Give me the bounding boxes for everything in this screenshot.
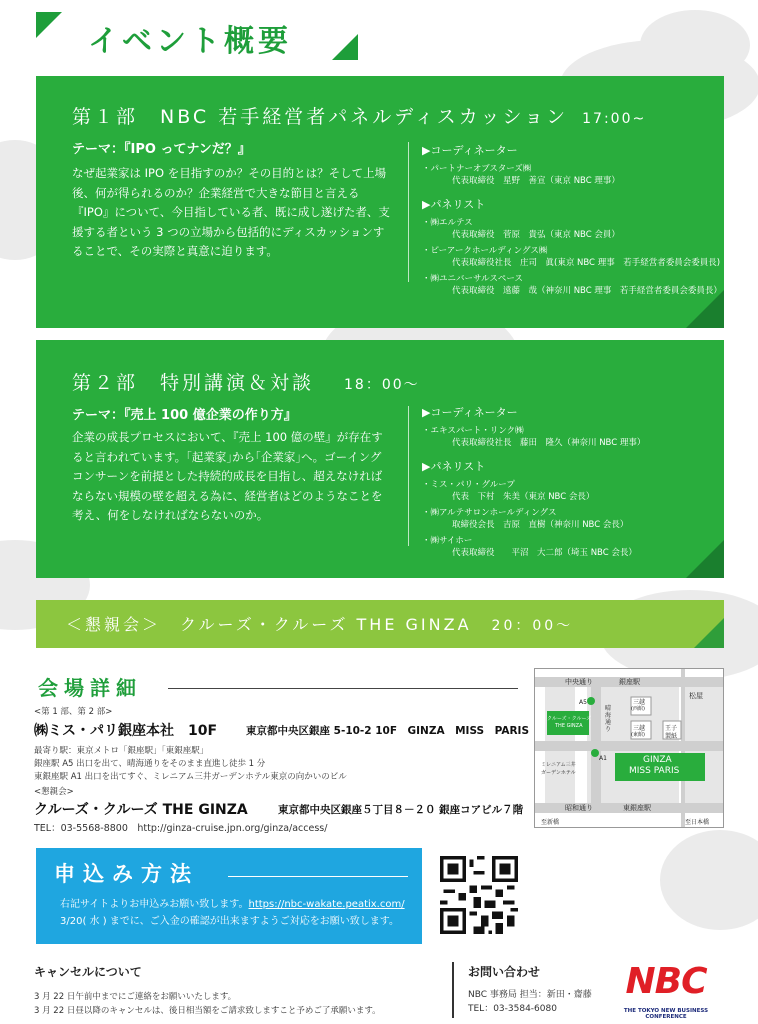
- map-label: 王子: [665, 725, 678, 732]
- part2-speakers: [422, 404, 645, 558]
- venue-label: <第 1 部、第 2 部>: [34, 707, 113, 717]
- contact-line: NBC 事務局 担当：新田・齋藤: [468, 990, 592, 1000]
- divider: [228, 876, 408, 877]
- speaker-name: 取締役会長 吉原 直樹（神奈川 NBC 会長）: [452, 520, 629, 530]
- coordinator-label: ▶コーディネーター: [422, 406, 518, 419]
- map-label: GINZA: [643, 755, 672, 765]
- apply-text-line: 3/20( 水 ) までに、ご入金の確認が出来ますようご対応をお願い致します。: [60, 916, 399, 927]
- part2-theme: テーマ：『売上 100 億企業の作り方』: [72, 408, 297, 423]
- page-title: イベント概要: [88, 24, 292, 59]
- map-label: 松屋: [689, 692, 703, 700]
- speaker-name: 代表取締役 菅原 貴弘（東京 NBC 会員）: [452, 230, 620, 240]
- part2-title: 第２部 特別講演＆対談: [72, 372, 315, 394]
- map-label: (西館): [631, 706, 645, 712]
- cancel-line: 3 月 22 日午前中までにご連絡をお願いいたします。: [34, 992, 237, 1002]
- panelist-label: ▶パネリスト: [422, 198, 486, 211]
- map-label: クルーズ・クルーズ: [547, 716, 592, 722]
- venue-tel: TEL：03-5568-8800 http://ginza-cruise.jpn.org/ginza/access/: [34, 823, 328, 834]
- cancel-text: [34, 990, 381, 1018]
- map-label: A5: [579, 699, 587, 706]
- speaker-org: ・㈱エルテス: [422, 218, 473, 228]
- venue-name: クルーズ・クルーズ THE GINZA: [34, 802, 248, 818]
- map-label: THE GINZA: [555, 723, 583, 729]
- map-label: 至日本橋: [685, 819, 710, 826]
- access-text: 銀座駅 A5 出口を出て、晴海通りをそのまま直進し徒歩 1 分: [34, 759, 266, 769]
- speaker-name: 代表取締役 遠藤 哉（神奈川 NBC 理事 若手経営者委員会委員長）: [452, 286, 722, 296]
- map-label: 三越: [633, 699, 646, 706]
- part2-panel: [36, 340, 724, 578]
- logo-subtitle: THE TOKYO NEW BUSINESS CONFERENCE: [623, 1008, 709, 1020]
- map-label: 昭和通り: [565, 804, 593, 812]
- part1-speakers: [422, 142, 722, 296]
- nbc-logo: [610, 962, 722, 1022]
- cloud-decoration: [640, 10, 750, 80]
- divider: [452, 962, 454, 1018]
- speaker-org: ・ピーアークホールディングス㈱: [422, 246, 548, 256]
- map-label: (東館): [631, 732, 645, 738]
- venue-address: 東京都中央区銀座 5-10-2 10F GINZA MISS PARIS: [246, 725, 530, 737]
- map-label: MISS PARIS: [629, 766, 680, 776]
- divider: [168, 688, 518, 689]
- contact-text: [468, 988, 592, 1016]
- corner-triangle: [694, 618, 724, 648]
- venue-address: 東京都中央区銀座５丁目８－２０ 銀座コアビル７階: [278, 804, 524, 816]
- cancel-title: キャンセルについて: [34, 965, 142, 979]
- speaker-org: ・㈱サイホー: [422, 536, 473, 546]
- map-label: ミレニアム三井: [541, 762, 576, 768]
- map-label: 銀座駅: [619, 678, 640, 686]
- part2-description: 企業の成長プロセスにおいて、『売上 100 億の壁』が存在すると言われています。｢起業家｣から｢企業家｣へ。ゴーイングコンサーンを前提とした持続的成長を目指し、超えなければならない規模の壁を超える為に、経営者はどのようなことを考え、何をしなければならないのか。: [72, 430, 383, 522]
- map-label: 東銀座駅: [623, 804, 651, 812]
- speaker-name: 代表取締役社長 庄司 眞(東京 NBC 理事 若手経営者委員会委員長): [452, 258, 721, 268]
- speaker-org: ・㈱アルテサロンホールディングス: [422, 508, 557, 518]
- apply-title: 申込み方法: [54, 862, 199, 886]
- part1-description: なぜ起業家は IPO を目指すのか？その目的とは？そして上場後、何が得られるのか？企業経営で大きな節目と言える『IPO』について、今目指している者、既に成し遂げた者、支援する者という 3 つの立場から包括的にディスカッションすることで、その実際と真意に迫ります。: [72, 166, 390, 258]
- part1-time: 17:00~: [582, 111, 647, 127]
- divider: [408, 142, 409, 282]
- map-label: 中央通り: [565, 678, 593, 686]
- qr-code[interactable]: [440, 856, 518, 934]
- social-title: ＜懇親会＞ クルーズ・クルーズ THE GINZA: [66, 615, 472, 634]
- divider: [408, 406, 409, 546]
- map-label: 至新橋: [541, 819, 560, 826]
- apply-box: [36, 848, 422, 944]
- map-label: A1: [599, 755, 607, 762]
- speaker-name: 代表 下村 朱美（東京 NBC 会長）: [452, 492, 595, 502]
- access-text: 最寄り駅：東京メトロ「銀座駅」「東銀座駅」: [34, 746, 209, 756]
- corner-triangle: [36, 12, 62, 38]
- speaker-org: ・ミス・パリ・グループ: [422, 480, 515, 490]
- apply-text: [60, 896, 405, 930]
- map-label: 製紙: [665, 733, 678, 740]
- coordinator-label: ▶コーディネーター: [422, 144, 518, 157]
- speaker-name: 代表取締役社長 藤田 隆久（神奈川 NBC 理事）: [452, 438, 646, 448]
- access-text: 東銀座駅 A1 出口を出てすぐ、ミレニアム三井ガーデンホテル東京の向かいのビル: [34, 772, 347, 782]
- logo-mark: NBC: [625, 961, 707, 1002]
- map-label: 三越: [633, 725, 646, 732]
- corner-triangle: [332, 34, 358, 60]
- social-time: 20：00～: [491, 618, 574, 634]
- speaker-org: ・エキスパート・リンク㈱: [422, 426, 524, 436]
- speaker-org: ・㈱ユニバーサルスペース: [422, 274, 523, 284]
- panelist-label: ▶パネリスト: [422, 460, 486, 473]
- venue-title: 会場詳細: [38, 676, 142, 700]
- speaker-name: 代表取締役 平沼 大二郎（埼玉 NBC 会長）: [452, 548, 637, 558]
- part1-panel: [36, 76, 724, 328]
- corner-triangle: [686, 540, 724, 578]
- venue-name: ㈱ミス・パリ銀座本社 10F: [34, 723, 218, 739]
- map-label: ガーデンホテル: [541, 770, 576, 776]
- part2-heading: [72, 368, 420, 395]
- apply-text-line: 右記サイトよりお申込みお願い致します。: [60, 899, 249, 910]
- map-label: 晴海通り: [605, 705, 612, 733]
- venue-map: [534, 668, 724, 828]
- contact-line: TEL：03-3584-6080: [468, 1004, 557, 1014]
- venue-label: <懇親会>: [34, 787, 74, 797]
- part1-title: 第１部 NBC 若手経営者パネルディスカッション: [72, 106, 569, 128]
- cancel-line: 3 月 22 日昼以降のキャンセルは、後日相当額をご請求致しますこと予めご了承願います。: [34, 1006, 381, 1016]
- qr-pattern: [440, 856, 518, 934]
- part1-theme: テーマ：『IPO ってナンだ？』: [72, 142, 251, 157]
- part2-time: 18：00～: [344, 377, 420, 393]
- contact-title: お問い合わせ: [468, 965, 541, 979]
- apply-url-link[interactable]: https://nbc-wakate.peatix.com/: [248, 899, 405, 910]
- cloud-decoration: [660, 830, 758, 930]
- speaker-name: 代表取締役 星野 善宣（東京 NBC 理事）: [452, 176, 620, 186]
- speaker-org: ・パートナーオブスターズ㈱: [422, 164, 532, 174]
- part1-heading: [72, 102, 646, 129]
- social-banner: [36, 600, 724, 648]
